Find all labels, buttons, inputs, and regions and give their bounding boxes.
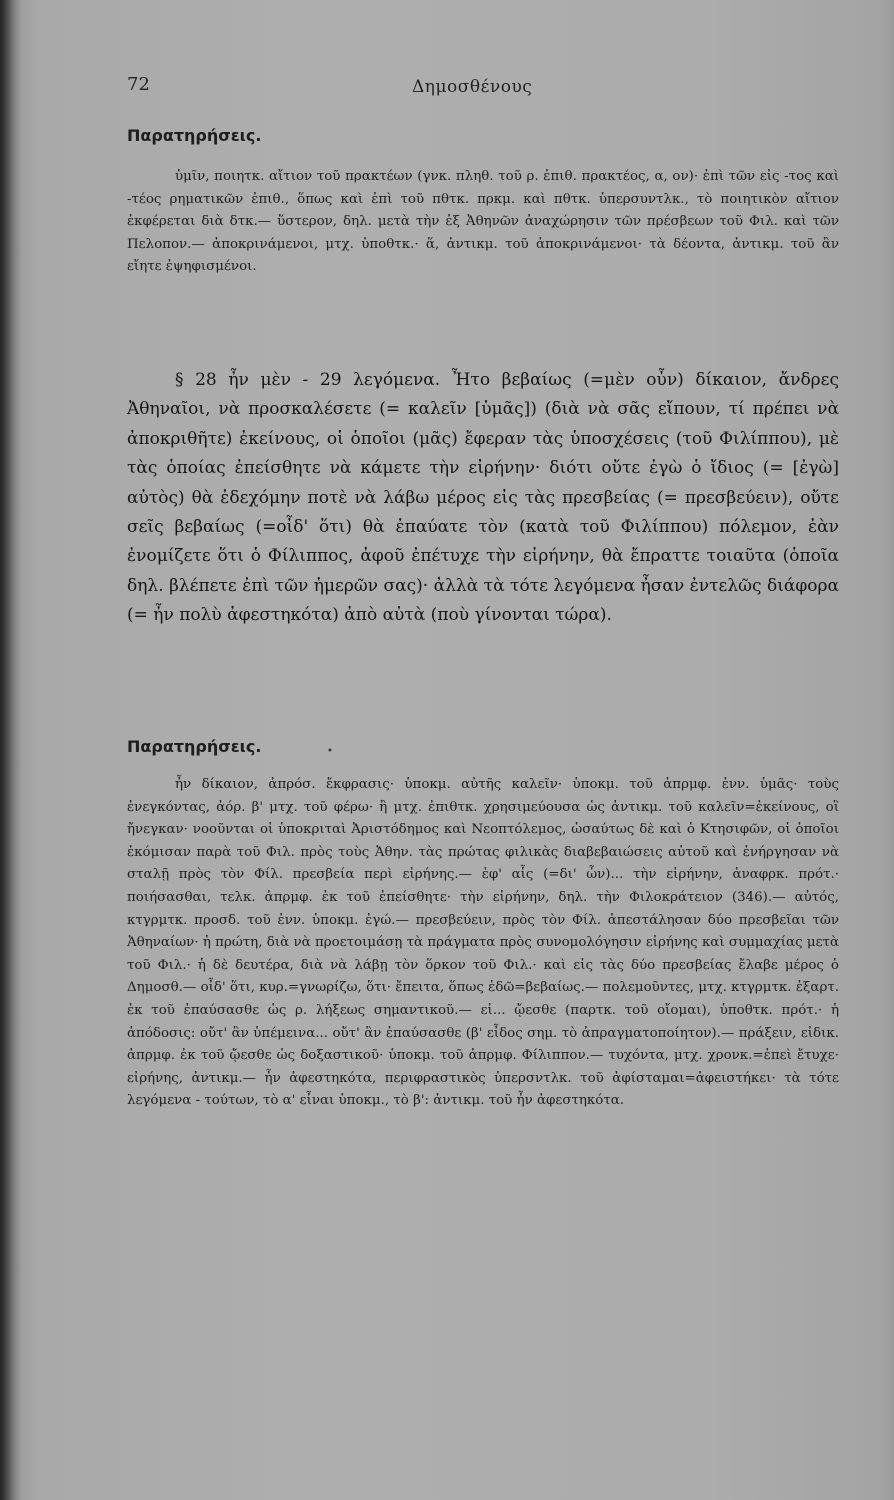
page-number: 72 <box>127 74 150 95</box>
running-head: Δημοσθένους <box>412 77 533 97</box>
notes-heading-2: Παρατηρήσεις. <box>127 737 262 756</box>
binding-shadow <box>0 0 22 1500</box>
notes-paragraph-1: ὑμῖν, ποιητκ. αἴτιον τοῦ πρακτέων (γνκ. πληθ. τοῦ ρ. ἐπιθ. πρακτέος, α, ον)· ἐπὶ τῶν εἰς -τος καὶ -τέος ρηματικῶν ἐπιθ., ὅπως καὶ ἐπὶ τοῦ πθτκ. πρκμ. καὶ πθτκ. ὑπερσυντλκ., τὸ ποιητικὸν αἴτιον ἐκφέρεται διὰ δτκ.— ὕστερον, δηλ. μετὰ τὴν ἐξ Ἀθηνῶν ἀναχώρησιν τῶν πρέσβεων τοῦ Φιλ. καὶ τῶν Πελοπον.— ἀποκρινάμενοι, μτχ. ὑποθτκ.· ἅ, ἀντικμ. τοῦ ἀποκρινάμενοι· τὰ δέοντα, ἀντικμ. τοῦ ἂν εἴητε ἐψηφισμένοι. <box>127 169 839 275</box>
notes-heading-1: Παρατηρήσεις. <box>127 126 262 145</box>
notes-paragraph-2: ἦν δίκαιον, ἀπρόσ. ἔκφρασις· ὑποκμ. αὐτῆς καλεῖν· ὑποκμ. τοῦ ἀπρμφ. ἐνν. ὑμᾶς· τοὺς ἐνεγκόντας, ἀόρ. β' μτχ. τοῦ φέρω· ἢ μτχ. ἐπιθτκ. χρησιμεύουσα ὡς ἀντικμ. τοῦ καλεῖν=ἐκείνους, οἳ ἤνεγκαν· νοοῦνται οἱ ὑποκριταὶ Ἀριστόδημος καὶ Νεοπτόλεμος, ὡσαύτως δὲ καὶ ὁ Κτησιφῶν, οἱ ὁποῖοι ἐκόμισαν παρὰ τοῦ Φιλ. πρὸς τοὺς Ἀθην. τὰς πρώτας φιλικὰς διαβεβαιώσεις αὐτοῦ καὶ ἐνήργησαν νὰ σταλῇ πρὸς τὸν Φίλ. πρεσβεία περὶ εἰρήνης.— ἐφ' αἷς (=δι' ὧν)... τὴν εἰρήνην, ἀναφρκ. πρότ.· ποιήσασθαι, τελκ. ἀπρμφ. ἐκ τοῦ ἐπείσθητε· τὴν εἰρήνην, δηλ. τὴν Φιλοκράτειον (346).— αὐτός, κτγρμτκ. προσδ. τοῦ ἐνν. ὑποκμ. ἐγώ.— πρεσβεύειν, πρὸς τὸν Φίλ. ἀπεστάλησαν δύο πρεσβεῖαι τῶν Ἀθηναίων· ἡ πρώτη, διὰ νὰ προετοιμάσῃ τὰ πράγματα πρὸς συνομολόγησιν εἰρήνης καὶ συμμαχίας μετὰ τοῦ Φιλ.· ἡ δὲ δευτέρα, διὰ νὰ λάβῃ τὸν ὅρκον τοῦ Φιλ.· καὶ εἰς τὰς δύο πρεσβείας ἔλαβε μέρος ὁ Δημοσθ.— οἶδ' ὅτι, κυρ.=γνωρίζω, ὅτι· ἔπειτα, ὅπως ἐδῶ=βεβαίως.— πολεμοῦντες, μτχ. κτγρμτκ. ἐξαρτ. ἐκ τοῦ ἐπαύσασθε ὡς ρ. λήξεως σημαντικοῦ.— εἰ... ᾤεσθε (παρτκ. τοῦ οἴομαι), ὑποθτκ. πρότ.· ἡ ἀπόδοσις: οὔτ' ἂν ὑπέμεινα... οὔτ' ἂν ἐπαύσασθε (β' εἶδος σημ. τὸ ἀπραγματοποίητον).— πράξειν, εἰδικ. ἀπρμφ. ἐκ τοῦ ᾤεσθε ὡς δοξαστικοῦ· ὑποκμ. τοῦ ἀπρμφ. Φίλιππον.— τυχόντα, μτχ. χρονκ.=ἐπεὶ ἔτυχε· εἰρήνης, ἀντικμ.— ἦν ἀφεστηκότα, περιφραστικὸς ὑπερσντλκ. τοῦ ἀφίσταμαι=ἀφειστήκει· τὰ τότε λεγόμενα - τούτων, τὸ α' εἶναι ὑποκμ., τὸ β': ἀντικμ. τοῦ ἦν ἀφεστηκότα. <box>127 777 839 1109</box>
main-commentary-paragraph: § 28 ἦν μὲν - 29 λεγόμενα. Ἦτο βεβαίως (=μὲν οὖν) δίκαιον, ἄνδρες Ἀθηναῖοι, νὰ προσκαλέσετε (= καλεῖν [ὑμᾶς]) (διὰ νὰ σᾶς εἴπουν, τί πρέπει νὰ ἀποκριθῆτε) ἐκείνους, οἱ ὁποῖοι (μᾶς) ἔφεραν τὰς ὑποσχέσεις (τοῦ Φιλίππου), μὲ τὰς ὁποίας ἐπείσθητε νὰ κάμετε τὴν εἰρήνην· διότι οὔτε ἐγὼ ὁ ἴδιος (= [ἐγὼ] αὐτὸς) θὰ ἐδεχόμην ποτὲ νὰ λάβω μέρος εἰς τὰς πρεσβείας (= πρεσβεύειν), οὔτε σεῖς βεβαίως (=οἶδ' ὅτι) θὰ ἐπαύατε τὸν (κατὰ τοῦ Φιλίππου) πόλεμον, ἐὰν ἐνομίζετε ὅτι ὁ Φίλιππος, ἀφοῦ ἐπέτυχε τὴν εἰρήνην, θὰ ἔπραττε τοιαῦτα (ὁποῖα δηλ. βλέπετε ἐπὶ τῶν ἡμερῶν σας)· ἀλλὰ τὰ τότε λεγόμενα ἦσαν ἐντελῶς διάφορα (= ἦν πολὺ ἀφεστηκότα) ἀπὸ αὐτὰ (ποὺ γίνονται τώρα). <box>127 370 839 626</box>
speck-mark: • <box>327 746 333 757</box>
